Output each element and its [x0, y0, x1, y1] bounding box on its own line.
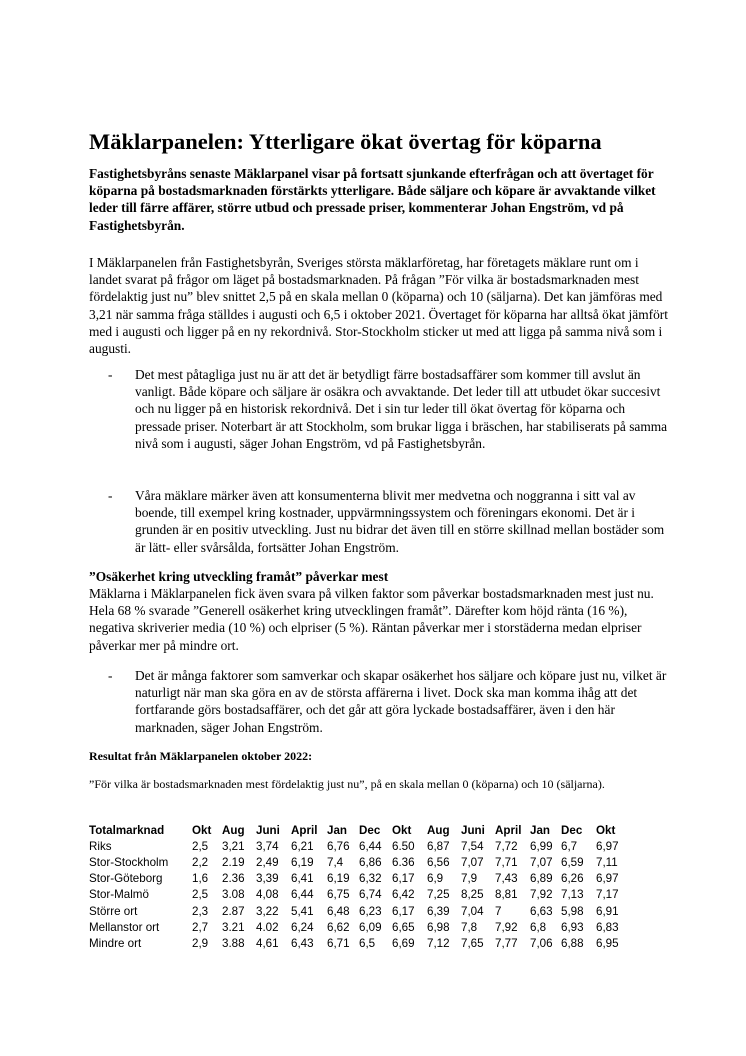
table-cell: 6,75: [327, 888, 350, 902]
table-cell: 7,77: [495, 936, 518, 950]
table-cell: 7,72: [495, 839, 518, 853]
table-cell: 3,74: [256, 839, 279, 853]
table-cell: 6,56: [427, 855, 450, 869]
row-label: Stor-Malmö: [89, 888, 149, 902]
table-row: [89, 903, 626, 919]
table-cell: 7,25: [427, 888, 450, 902]
table-cell: 2,5: [192, 839, 209, 853]
table-cell: 6.50: [392, 839, 415, 853]
table-row: [89, 854, 626, 870]
table-cell: 2.19: [222, 855, 245, 869]
table-cell: 6,87: [427, 839, 450, 853]
table-cell: 3,22: [256, 904, 279, 918]
table-cell: 7,04: [461, 904, 484, 918]
table-cell: 5,41: [291, 904, 314, 918]
table-cell: 6,99: [530, 839, 553, 853]
table-cell: 2,9: [192, 936, 209, 950]
table-cell: 6,83: [596, 920, 619, 934]
table-cell: 3,21: [222, 839, 245, 853]
table-cell: 7,07: [530, 855, 553, 869]
table-cell: 6,7: [561, 839, 578, 853]
header-cell: April: [495, 823, 522, 837]
table-cell: 6,97: [596, 839, 619, 853]
header-cell: Totalmarknad: [89, 823, 165, 837]
table-cell: 6,23: [359, 904, 382, 918]
table-cell: 4,61: [256, 936, 279, 950]
quote-dash: -: [108, 668, 113, 683]
lead-paragraph: Fastighetsbyråns senaste Mäklarpanel visar på fortsatt sjunkande efterfrågan och att övertaget för köparna på bostadsmarknaden förstärkts ytterligare. Både säljare och köpare är avvaktande vilket leder till färre affärer, större utbud och pressade priser, kommenterar Johan Engström, vd på Fastighetsbyrån.: [89, 166, 656, 233]
table-cell: 6,17: [392, 872, 415, 886]
row-label: Mindre ort: [89, 936, 142, 950]
table-cell: 6,86: [359, 855, 382, 869]
body-paragraph-1: I Mäklarpanelen från Fastighetsbyrån, Sveriges största mäklarföretag, har företagets mäklare runt om i landet svarat på frågor om läget på bostadsmarknaden. På frågan ”För vilka är bostadsmarknaden mest fördelaktig just nu” blev snittet 2,5 på en skala mellan 0 (köparna) och 10 (säljarna). Det kan jämföras med 3,21 när samma fråga ställdes i augusti och 6,5 i oktober 2021. Övertaget för köparna har alltså ökat jämfört med i augusti och ligger på en ny rekordnivå. Stor-Stockholm sticker ut med att ligga på samma nivå som i augusti.: [89, 255, 668, 357]
table-cell: 6,74: [359, 888, 382, 902]
table-cell: 6,43: [291, 936, 314, 950]
table-cell: 1,6: [192, 872, 209, 886]
header-cell: Dec: [561, 823, 583, 837]
section-subheading: ”Osäkerhet kring utveckling framåt” påverkar mest: [89, 569, 389, 584]
table-cell: 6,69: [392, 936, 415, 950]
table-cell: 7,54: [461, 839, 484, 853]
table-cell: 6,42: [392, 888, 415, 902]
table-cell: 6,09: [359, 920, 382, 934]
header-cell: Jan: [530, 823, 550, 837]
table-row: [89, 919, 626, 935]
table-cell: 6,89: [530, 872, 553, 886]
table-cell: 2,5: [192, 888, 209, 902]
table-cell: 6,17: [392, 904, 415, 918]
table-cell: 7,07: [461, 855, 484, 869]
table-cell: 6,8: [530, 920, 547, 934]
table-cell: 4,08: [256, 888, 279, 902]
table-cell: 6,71: [327, 936, 350, 950]
table-cell: 6,91: [596, 904, 619, 918]
table-cell: 2.87: [222, 904, 245, 918]
table-cell: 7,12: [427, 936, 450, 950]
table-cell: 6,9: [427, 872, 444, 886]
table-cell: 7,11: [596, 855, 618, 869]
results-table: [89, 822, 626, 952]
table-cell: 7,92: [530, 888, 553, 902]
table-cell: 2.36: [222, 872, 245, 886]
table-cell: 3.08: [222, 888, 245, 902]
table-cell: 4.02: [256, 920, 279, 934]
table-cell: 6,65: [392, 920, 415, 934]
quote-dash: -: [108, 488, 113, 503]
table-cell: 8,81: [495, 888, 518, 902]
table-cell: 5,98: [561, 904, 584, 918]
table-cell: 6,88: [561, 936, 584, 950]
table-cell: 2,3: [192, 904, 209, 918]
table-cell: 7,13: [561, 888, 584, 902]
table-cell: 6,19: [291, 855, 314, 869]
body-paragraph-2: Mäklarna i Mäklarpanelen fick även svara på vilken faktor som påverkar bostadsmarknaden mest just nu. Hela 68 % svarade ”Generell osäkerhet kring utvecklingen framåt”. Därefter kom höjd ränta (16 %), negativa skriverier media (10 %) och elpriser (5 %). Räntan påverkar mer i storstäderna medan elpriser påverkar mer på mindre ort.: [89, 586, 654, 653]
header-cell: Juni: [256, 823, 280, 837]
table-cell: 6,24: [291, 920, 314, 934]
table-cell: 6,59: [561, 855, 584, 869]
table-cell: 6,44: [359, 839, 382, 853]
header-cell: Aug: [222, 823, 245, 837]
table-cell: 6,19: [327, 872, 350, 886]
table-cell: 7,17: [596, 888, 619, 902]
header-cell: Okt: [596, 823, 616, 837]
table-cell: 8,25: [461, 888, 484, 902]
table-cell: 7,8: [461, 920, 478, 934]
table-cell: 6,63: [530, 904, 553, 918]
table-cell: 6,62: [327, 920, 350, 934]
table-cell: 7,9: [461, 872, 478, 886]
table-cell: 2,49: [256, 855, 279, 869]
table-cell: 3.21: [222, 920, 245, 934]
quote-3: [89, 667, 671, 736]
table-cell: 6,26: [561, 872, 584, 886]
quote-text: Våra mäklare märker även att konsumenterna blivit mer medvetna och noggranna i sitt val av boende, till exempel kring kostnader, uppvärmningssystem och föreningars ekonomi. Det är i grunden är en positiv utveckling. Just nu bidrar det även till en större skillnad mellan bostäder som är lätt- eller svårsålda, fortsätter Johan Engström.: [135, 488, 665, 555]
table-cell: 7,92: [495, 920, 518, 934]
table-cell: 6,95: [596, 936, 619, 950]
row-label: Större ort: [89, 904, 138, 918]
quote-2: [89, 487, 671, 556]
table-cell: 7,43: [495, 872, 518, 886]
table-cell: 2,2: [192, 855, 209, 869]
table-cell: 6,39: [427, 904, 450, 918]
table-cell: 6,76: [327, 839, 350, 853]
table-cell: 7: [495, 904, 502, 918]
quote-dash: -: [108, 367, 113, 382]
header-cell: Juni: [461, 823, 485, 837]
header-cell: Dec: [359, 823, 381, 837]
table-cell: 7,71: [495, 855, 518, 869]
quote-text: Det mest påtagliga just nu är att det är betydligt färre bostadsaffärer som kommer till avslut än vanligt. Både köpare och säljare är osäkra och avvaktande. Det leder till att utbudet ökar succesivt och nu ligger på en historisk rekordnivå. Det i sin tur leder till ökat övertag för köparna och pressade priser. Noterbart är att Stockholm, som brukar ligga i bräschen, har stabiliserats på samma nivå som i augusti, säger Johan Engström, vd på Fastighetsbyrån.: [135, 367, 668, 451]
table-cell: 2,7: [192, 920, 209, 934]
table-cell: 6,44: [291, 888, 314, 902]
header-cell: April: [291, 823, 318, 837]
quote-1: [89, 366, 671, 452]
row-label: Mellanstor ort: [89, 920, 160, 934]
table-cell: 6,21: [291, 839, 314, 853]
document-title: Mäklarpanelen: Ytterligare ökat övertag för köparna: [89, 129, 602, 154]
table-cell: 3,39: [256, 872, 279, 886]
table-row: [89, 871, 626, 887]
table-row: [89, 838, 626, 854]
row-label: Stor-Göteborg: [89, 872, 163, 886]
table-cell: 6,98: [427, 920, 450, 934]
results-heading: Resultat från Mäklarpanelen oktober 2022:: [89, 749, 313, 763]
row-label: Stor-Stockholm: [89, 855, 169, 869]
table-cell: 6,48: [327, 904, 350, 918]
table-cell: 6,97: [596, 872, 619, 886]
row-label: Riks: [89, 839, 112, 853]
table-cell: 6,93: [561, 920, 584, 934]
scale-note: ”För vilka är bostadsmarknaden mest fördelaktig just nu”, på en skala mellan 0 (köparna) och 10 (säljarna).: [89, 777, 605, 791]
table-header-row: [89, 822, 626, 838]
table-cell: 6.36: [392, 855, 415, 869]
header-cell: Jan: [327, 823, 347, 837]
table-row: [89, 887, 626, 903]
table-cell: 7,06: [530, 936, 553, 950]
table-cell: 3.88: [222, 936, 245, 950]
table-cell: 6,41: [291, 872, 314, 886]
quote-text: Det är många faktorer som samverkar och skapar osäkerhet hos säljare och köpare just nu, vilket är naturligt när man ska göra en av de största affärerna i livet. Dock ska man komma ihåg att det fortfarande görs bostadsaffärer, och det går att göra lyckade bostadsaffärer, även i den här marknaden, säger Johan Engström.: [135, 668, 667, 735]
table-cell: 6,32: [359, 872, 382, 886]
header-cell: Aug: [427, 823, 450, 837]
table-cell: 7,4: [327, 855, 344, 869]
table-cell: 6,5: [359, 936, 376, 950]
table-row: [89, 935, 626, 951]
header-cell: Okt: [192, 823, 212, 837]
header-cell: Okt: [392, 823, 412, 837]
table-cell: 7,65: [461, 936, 484, 950]
